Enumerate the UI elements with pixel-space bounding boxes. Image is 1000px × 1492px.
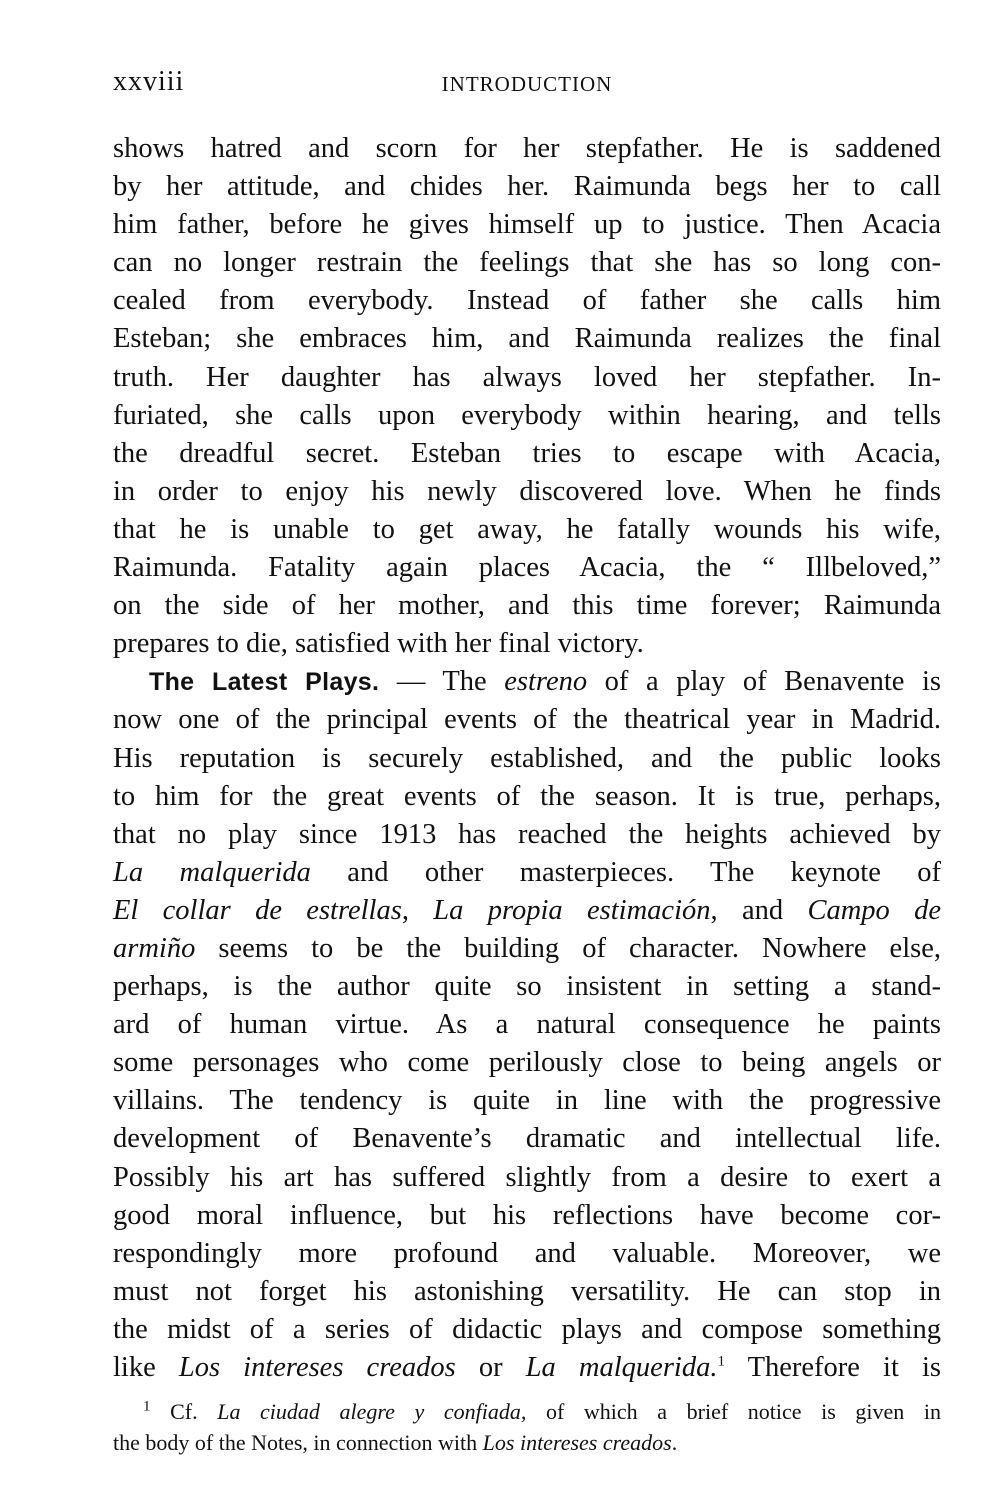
text-line: development of Benavente’s dramatic and intellectual life.: [113, 1123, 941, 1155]
footnote-line: $^1$ Cf. La ciudad alegre y confiada, of which a brief notice is given in: [143, 1398, 941, 1424]
text-line: in order to enjoy his newly discovered love. When he finds: [113, 475, 941, 507]
text-line: Possibly his art has suffered slightly from a desire to exert a: [113, 1161, 941, 1193]
text-line: him father, before he gives himself up to justice. Then Acacia: [113, 209, 941, 241]
play-title: armiño: [113, 932, 196, 964]
play-title: La malquerida.: [525, 1352, 718, 1383]
text-line: good moral influence, but his reflections have become cor-: [113, 1199, 941, 1231]
text-line: armiño seems to be the building of character. Nowhere else,: [113, 932, 941, 964]
body-text: [113, 130, 941, 1387]
footnotes: [113, 1396, 941, 1458]
text-line: La malquerida and other masterpieces. The keynote of: [113, 856, 941, 888]
text-line: respondingly more profound and valuable. Moreover, we: [113, 1237, 941, 1269]
play-title: La malquerida: [113, 856, 311, 888]
text-line: by her attitude, and chides her. Raimunda begs her to call: [113, 171, 941, 203]
footnote-marker: 1: [143, 1398, 151, 1415]
text-line: the midst of a series of didactic plays and compose something: [113, 1313, 941, 1345]
text-line: truth. Her daughter has always loved her stepfather. In-: [113, 361, 941, 393]
footnote-line: the body of the Notes, in connection with Los intereses creados.: [113, 1430, 678, 1455]
running-head: INTRODUCTION: [441, 72, 613, 96]
section-heading: The Latest Plays.: [149, 668, 380, 697]
text-line: perhaps, is the author quite so insistent in setting a stand-: [113, 971, 941, 1003]
page-number: xxviii: [113, 66, 185, 97]
text-line: can no longer restrain the feelings that she has so long con-: [113, 247, 941, 279]
section-first-line: The Latest Plays. — The estreno of a play of Benavente is: [149, 666, 942, 698]
text-line: the dreadful secret. Esteban tries to escape with Acacia,: [113, 437, 941, 469]
text-line: now one of the principal events of the theatrical year in Madrid.: [113, 704, 941, 736]
text-line: cealed from everybody. Instead of father she calls him: [113, 285, 941, 317]
text-line: ard of human virtue. As a natural consequence he paints: [113, 1009, 941, 1041]
text-line: His reputation is securely established, and the public looks: [113, 742, 941, 774]
text-line: prepares to die, satisfied with her final victory.: [113, 628, 644, 660]
play-title: La propia estimación: [433, 894, 711, 926]
text-line: villains. The tendency is quite in line with the progressive: [113, 1085, 941, 1117]
play-title: El collar de estrellas: [113, 894, 402, 926]
text-line: must not forget his astonishing versatility. He can stop in: [113, 1275, 941, 1307]
text-line: that he is unable to get away, he fatally wounds his wife,: [113, 513, 941, 545]
text-line: furiated, she calls upon everybody within hearing, and tells: [113, 399, 941, 431]
play-title: Campo de: [807, 894, 942, 926]
text-line: El collar de estrellas, La propia estimación, and Campo de: [113, 894, 942, 926]
text-line: Esteban; she embraces him, and Raimunda realizes the final: [113, 323, 941, 355]
footnote-reference: 1: [717, 1353, 725, 1370]
text-line: shows hatred and scorn for her stepfather. He is saddened: [113, 133, 941, 164]
page-header: [113, 66, 941, 106]
text-line: Raimunda. Fatality again places Acacia, the “ Illbeloved,”: [113, 552, 941, 584]
text-line: on the side of her mother, and this time forever; Raimunda: [113, 590, 941, 622]
text-line: like Los intereses creados or La malquerida.$^1$ Therefore it is: [113, 1352, 941, 1383]
play-title: Los intereses creados: [178, 1352, 456, 1383]
text-line: that no play since 1913 has reached the heights achieved by: [113, 818, 941, 850]
text-line: to him for the great events of the season. It is true, perhaps,: [113, 780, 941, 812]
text-line: some personages who come perilously close to being angels or: [113, 1047, 941, 1079]
